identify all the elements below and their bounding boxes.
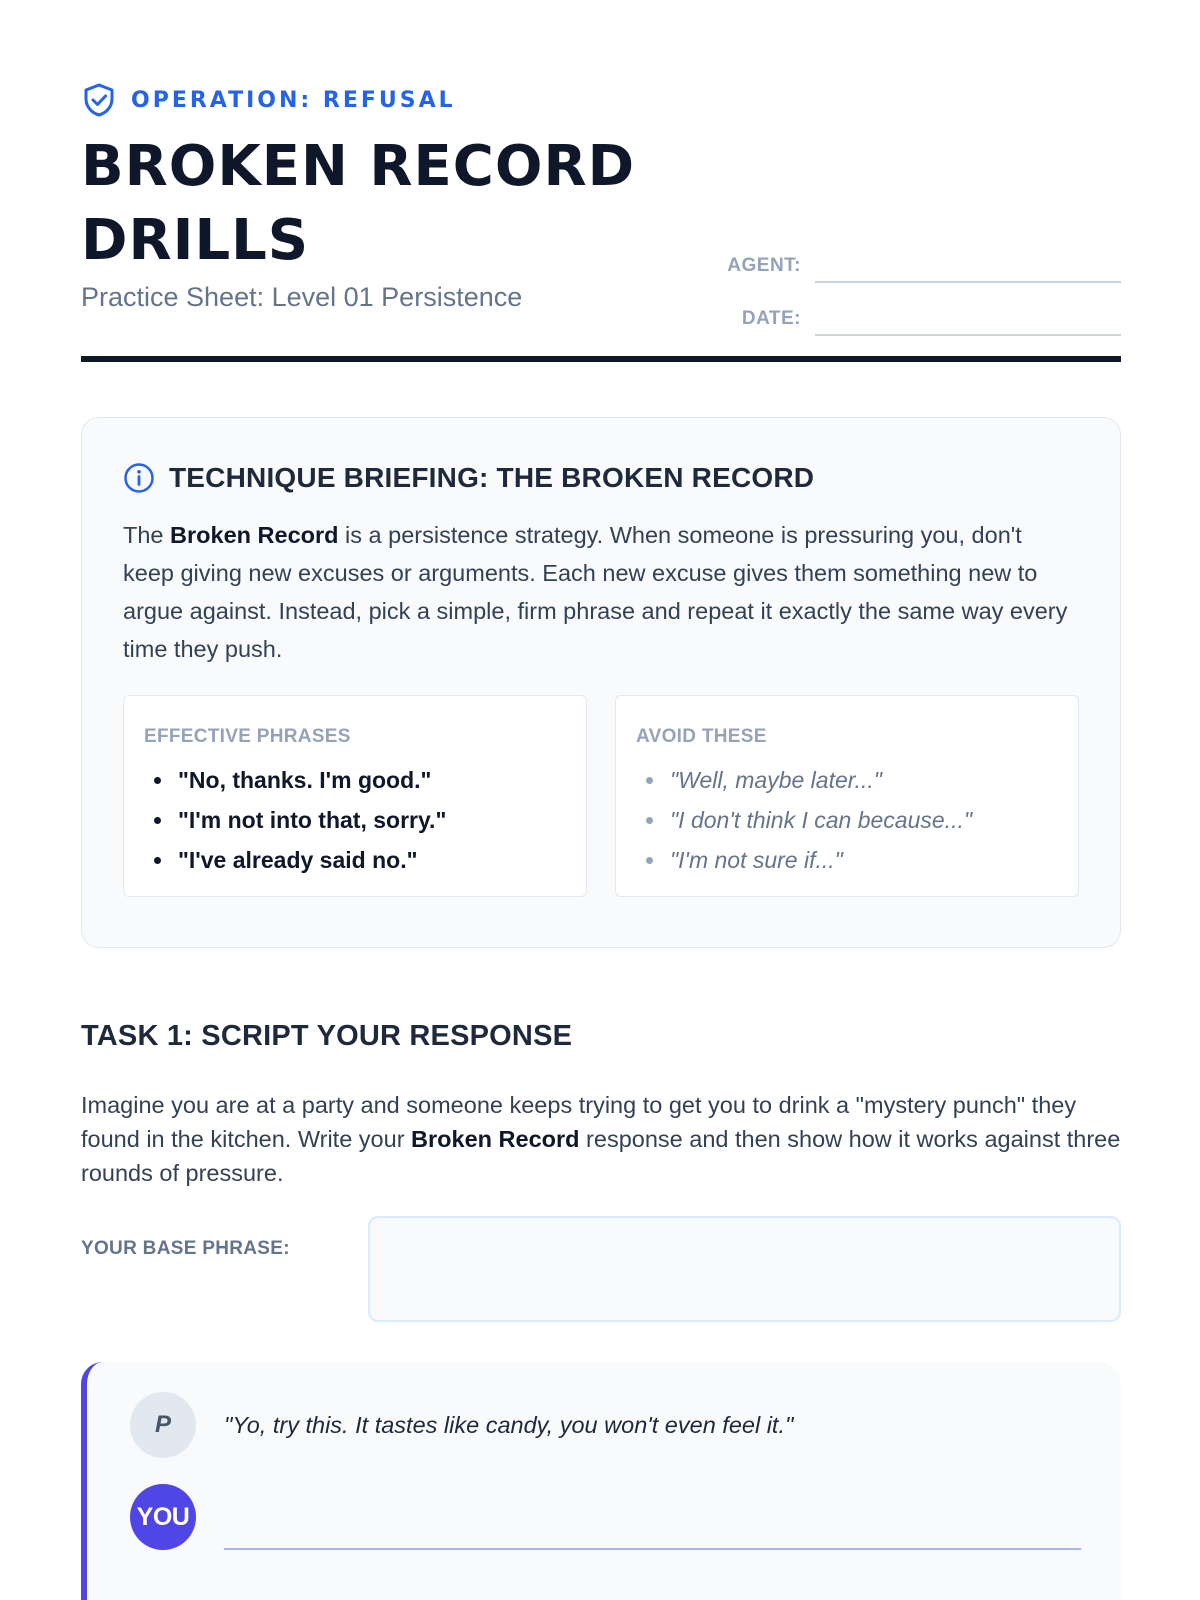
briefing-title: TECHNIQUE BRIEFING: THE BROKEN RECORD xyxy=(169,462,815,493)
agent-field-row xyxy=(711,230,1121,283)
pressure-line: "Yo, try this. It tastes like candy, you won't even feel it." xyxy=(224,1411,794,1438)
task-text-start: Imagine you are at a party and someone keeps trying to get you to drink a "mystery punch" they found in the kitchen. Write your xyxy=(81,1092,1077,1152)
list-item: "Well, maybe later..." xyxy=(636,760,1058,800)
agent-field[interactable] xyxy=(815,247,1121,283)
briefing-text-rest: is a persistence strategy. When someone is pressuring you, don't keep giving new excuses or arguments. Each new excuse gives them something new to argue against. Instead, pick a simple, firm phrase and repeat it exactly the same way every time they push. xyxy=(123,522,1068,662)
title-line-2: DRILLS xyxy=(81,208,310,273)
your-response-field[interactable] xyxy=(224,1484,1081,1550)
agent-label: AGENT: xyxy=(727,255,801,276)
page-title xyxy=(81,130,721,278)
list-item: "I don't think I can because..." xyxy=(636,800,1058,840)
avoid-phrases-heading: AVOID THESE xyxy=(636,726,767,747)
task-text-rest: response and then show how it works against three rounds of pressure. xyxy=(81,1126,1121,1186)
avatar: P xyxy=(130,1392,196,1458)
pressure-line-row xyxy=(130,1392,1081,1458)
date-label: DATE: xyxy=(741,308,801,329)
list-item: "I'm not into that, sorry." xyxy=(144,800,566,840)
header xyxy=(81,80,1121,329)
phrase-columns xyxy=(123,695,1079,897)
title-line-1: BROKEN RECORD xyxy=(81,134,636,199)
task-term: Broken Record xyxy=(411,1126,580,1152)
page-subtitle: Practice Sheet: Level 01 Persistence xyxy=(81,282,523,312)
task-1-title: TASK 1: SCRIPT YOUR RESPONSE xyxy=(81,1020,573,1052)
briefing-text xyxy=(123,516,1079,668)
header-divider xyxy=(81,356,1121,362)
base-phrase-input[interactable] xyxy=(368,1216,1121,1322)
avoid-phrases-list xyxy=(636,760,1058,880)
effective-phrases-list xyxy=(144,760,566,880)
date-field[interactable] xyxy=(815,300,1121,336)
your-response-row xyxy=(130,1484,1081,1550)
list-item: "I'm not sure if..." xyxy=(636,840,1058,880)
avatar: YOU xyxy=(130,1484,196,1550)
technique-briefing xyxy=(81,417,1121,948)
briefing-term: Broken Record xyxy=(170,522,339,548)
briefing-header xyxy=(123,462,1079,494)
avoid-phrases-box xyxy=(615,695,1079,897)
list-item: "No, thanks. I'm good." xyxy=(144,760,566,800)
briefing-text-start: The xyxy=(123,522,171,548)
date-field-row xyxy=(711,283,1121,336)
shield-check-icon xyxy=(81,82,117,118)
task-1-instructions xyxy=(81,1088,1121,1190)
effective-phrases-heading: EFFECTIVE PHRASES xyxy=(144,726,351,747)
dialogue-card xyxy=(81,1362,1121,1600)
base-phrase-label: YOUR BASE PHRASE: xyxy=(81,1238,290,1259)
effective-phrases-box xyxy=(123,695,587,897)
operation-row xyxy=(81,80,1121,120)
header-fields xyxy=(711,230,1121,336)
list-item: "I've already said no." xyxy=(144,840,566,880)
operation-label: OPERATION: REFUSAL xyxy=(131,87,456,113)
info-icon xyxy=(123,462,155,494)
